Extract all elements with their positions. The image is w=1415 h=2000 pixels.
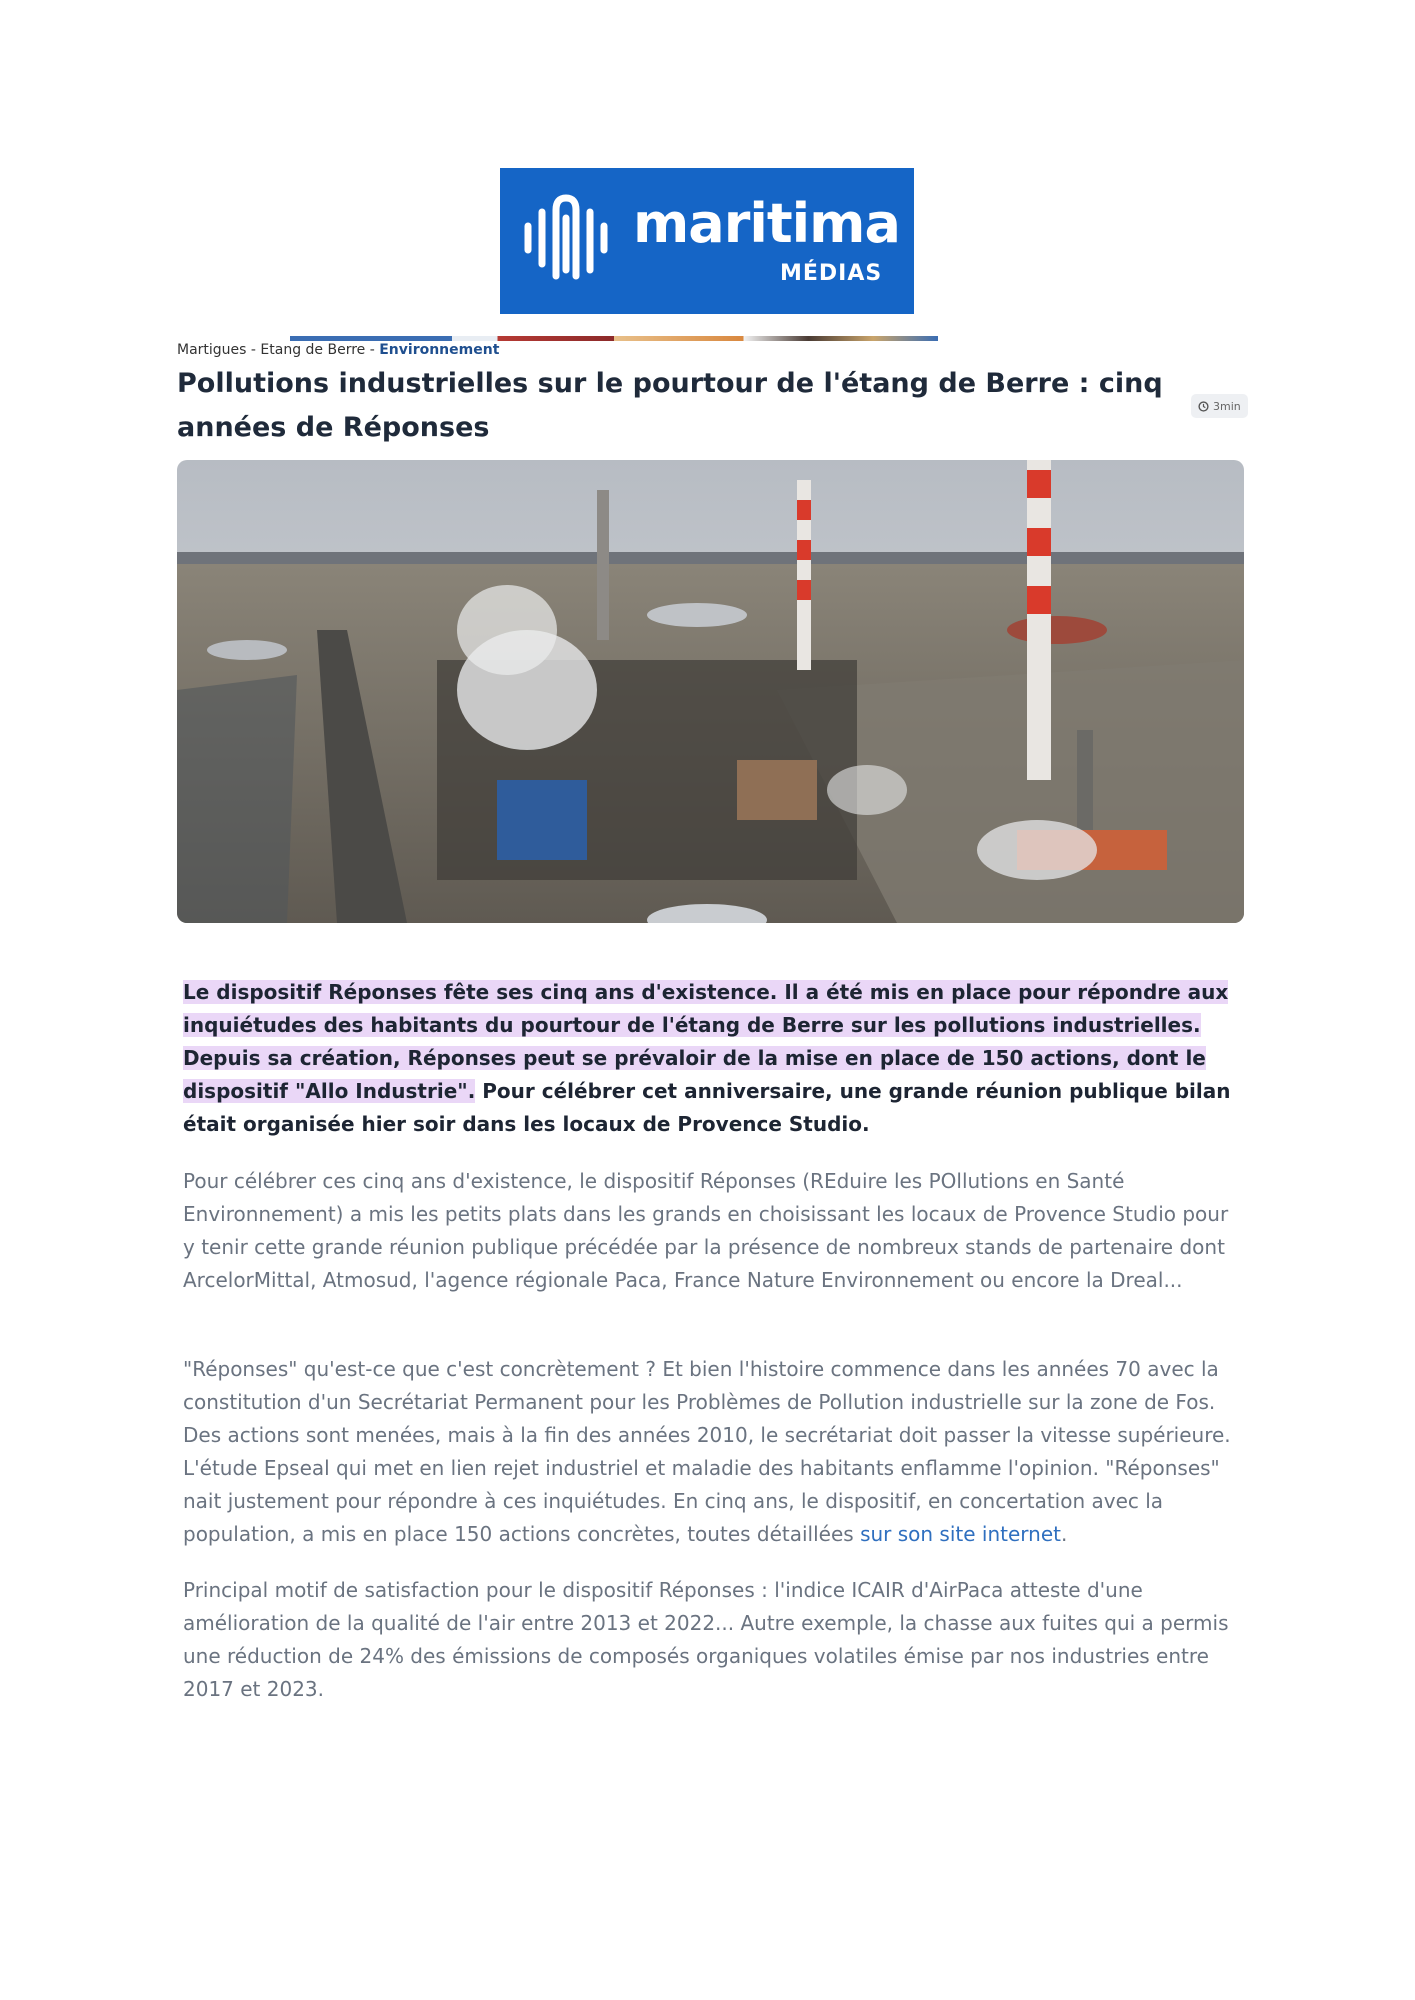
breadcrumb [177, 342, 499, 358]
article-title: Pollutions industrielles sur le pourtour de l'étang de Berre : cinq années de Réponses [177, 368, 1163, 443]
lead-highlight: Le dispositif Réponses fête ses cinq ans d'existence. Il a été mis en place pour répondre aux inquiétudes des habitants du pourtour de l'étang de Berre sur les pollutions industrielles. Depuis sa création, Réponses peut se prévaloir de la mise en place de 150 actions, dont le dispositif "Allo Industrie". [183, 980, 1229, 1103]
breadcrumb-separator: - [365, 342, 380, 358]
paragraph-2 [183, 1353, 1233, 1551]
read-time-badge [1191, 394, 1248, 418]
paragraph-1: Pour célébrer ces cinq ans d'existence, le dispositif Réponses (REduire les POllutions en Santé Environnement) a mis les petits plats dans les grands en choisissant les locaux de Provence Studio pour y tenir cette grande réunion publique précédée par la présence de nombreux stands de partenaire dont ArcelorMittal, Atmosud, l'agence régionale Paca, France Nature Environnement ou encore la Dreal... [183, 1169, 1229, 1292]
banner-strip [290, 336, 938, 341]
sound-wave-icon [522, 188, 622, 288]
read-time-label: 3min [1213, 399, 1241, 413]
breadcrumb-category[interactable]: Environnement [379, 342, 500, 358]
lead-rest: Pour célébrer cet anniversaire, une grande réunion publique bilan était organisée hier soir dans les locaux de Provence Studio. [183, 1079, 1231, 1136]
maritima-medias-logo[interactable] [500, 168, 914, 314]
article-lead [183, 976, 1231, 1141]
breadcrumb-location[interactable]: Martigues - Etang de Berre [177, 342, 366, 358]
paragraph-2-end: . [1060, 1522, 1068, 1546]
site-internet-link[interactable]: sur son site internet [860, 1522, 1061, 1546]
logo-name: maritima [633, 192, 900, 255]
clock-icon [1198, 401, 1209, 412]
logo-subtitle: MÉDIAS [780, 261, 883, 286]
refinery-photo [177, 460, 1244, 923]
paragraph-2-text: "Réponses" qu'est-ce que c'est concrètement ? Et bien l'histoire commence dans les années 70 avec la constitution d'un Secrétariat Permanent pour les Problèmes de Pollution industrielle sur la zone de Fos. Des actions sont menées, mais à la fin des années 2010, le secrétariat doit passer la vitesse supérieure. L'étude Epseal qui met en lien rejet industriel et maladie des habitants enflamme l'opinion. "Réponses" nait justement pour répondre à ces inquiétudes. En cinq ans, le dispositif, en concertation avec la population, a mis en place 150 actions concrètes, toutes détaillées [183, 1357, 1231, 1546]
paragraph-3: Principal motif de satisfaction pour le dispositif Réponses : l'indice ICAIR d'AirPaca atteste d'une amélioration de la qualité de l'air entre 2013 et 2022... Autre exemple, la chasse aux fuites qui a permis une réduction de 24% des émissions de composés organiques volatiles émise par nos industries entre 2017 et 2023. [183, 1578, 1229, 1701]
